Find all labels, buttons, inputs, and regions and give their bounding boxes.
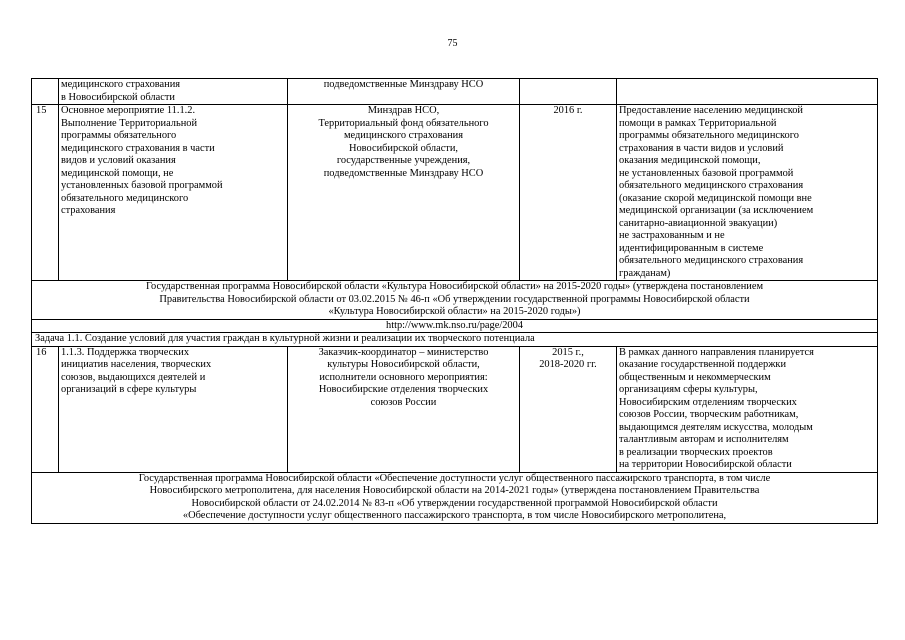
text-line: обязательного медицинского страхования bbox=[619, 180, 804, 191]
events-table bbox=[31, 78, 878, 524]
text-line: на территории Новосибирской области bbox=[619, 459, 792, 470]
text-line: санитарно-авиационной эвакуации) bbox=[619, 217, 778, 229]
text-line: медицинской помощи, не bbox=[61, 167, 174, 179]
text-line: медицинского страхования bbox=[61, 79, 181, 90]
text-line: видов и условий оказания bbox=[61, 155, 176, 166]
text-line: Выполнение Территориальной bbox=[61, 117, 198, 129]
text-line: организациям сферы культуры, bbox=[619, 384, 758, 395]
cell-term bbox=[520, 346, 617, 472]
text-line: Новосибирской области, bbox=[348, 142, 459, 154]
table-row-task bbox=[32, 333, 878, 347]
table-row-15 bbox=[32, 105, 878, 281]
program-heading bbox=[32, 281, 878, 320]
text-line: медицинской организации (за исключением bbox=[619, 205, 814, 216]
cell-executor bbox=[288, 79, 520, 105]
program-heading bbox=[32, 472, 878, 523]
text-line: медицинского страхования в части bbox=[61, 142, 215, 154]
text-line: Новосибирские отделения творческих bbox=[318, 384, 489, 395]
text-line: помощи в рамках Территориальной bbox=[619, 117, 777, 129]
text-line: государственные учреждения, bbox=[336, 155, 471, 166]
table-row-program-url bbox=[32, 319, 878, 333]
cell-term bbox=[520, 79, 617, 105]
cell-num bbox=[32, 79, 59, 105]
text-line: талантливым авторам и исполнителям bbox=[619, 434, 789, 445]
text-line: организаций в сфере культуры bbox=[61, 384, 197, 395]
text-line: установленных базовой программой bbox=[61, 180, 223, 191]
cell-executor bbox=[288, 346, 520, 472]
text-line: 1.1.3. Поддержка творческих bbox=[61, 346, 190, 358]
cell-event bbox=[59, 105, 288, 281]
text-line: страхования в части видов и условий bbox=[619, 142, 784, 154]
text-line: обязательного медицинского страхования bbox=[619, 255, 804, 266]
text-line: в реализации творческих проектов bbox=[619, 446, 773, 458]
text-line: выдающимся деятелям искусства, молодым bbox=[619, 421, 813, 433]
text-line: не застрахованным и не bbox=[619, 230, 725, 241]
text-line: Новосибирского метрополитена, для населения Новосибирской области на 2014-2021 годы» (утверждена постановлением Правительства bbox=[149, 485, 760, 496]
cell-term: 2016 г. bbox=[520, 105, 617, 281]
text-line: Территориальный фонд обязательного bbox=[318, 117, 489, 129]
text-line: (оказание скорой медицинской помощи вне bbox=[619, 192, 812, 204]
text-line: страхования bbox=[61, 205, 116, 216]
text-line: программы обязательного медицинского bbox=[619, 130, 799, 141]
text-line: союзов, выдающихся деятелей и bbox=[61, 371, 206, 383]
text-line: В рамках данного направления планируется bbox=[619, 346, 814, 358]
text-line: «Обеспечение доступности услуг общественного пассажирского транспорта, в том числе Новосибирского метрополитена, bbox=[182, 510, 727, 521]
text-line: оказание государственной поддержки bbox=[619, 359, 787, 370]
table-row-program-culture bbox=[32, 281, 878, 320]
task-heading: Задача 1.1. Создание условий для участия граждан в культурной жизни и реализации их творческого потенциала bbox=[32, 333, 878, 347]
row-number: 15 bbox=[32, 105, 59, 281]
table-row-16 bbox=[32, 346, 878, 472]
text-line: общественным и некоммерческим bbox=[619, 371, 771, 383]
text-line: Предоставление населению медицинской bbox=[619, 105, 803, 116]
text-line: Новосибирской области от 24.02.2014 № 83-п «Об утверждении государственной программой Новосибирской области bbox=[191, 497, 718, 509]
cell-event bbox=[59, 79, 288, 105]
text-line: идентифицированным в системе bbox=[619, 242, 764, 254]
text-line: союзов России bbox=[370, 396, 437, 408]
cell-event bbox=[59, 346, 288, 472]
cell-executor bbox=[288, 105, 520, 281]
text-line: не установленных базовой программой bbox=[619, 167, 794, 179]
cell-result bbox=[617, 346, 878, 472]
text-line: Правительства Новосибирской области от 03.02.2015 № 46-п «Об утверждении государственной программы Новосибирской области bbox=[159, 293, 750, 305]
text-line: в Новосибирской области bbox=[61, 91, 175, 103]
row-number: 16 bbox=[32, 346, 59, 472]
cell-result bbox=[617, 105, 878, 281]
text-line: Основное мероприятие 11.1.2. bbox=[61, 105, 196, 116]
text-line: программы обязательного bbox=[61, 130, 177, 141]
text-line: Новосибирским отделениям творческих bbox=[619, 396, 797, 408]
text-line: «Культура Новосибирской области» на 2015-2020 годы») bbox=[328, 306, 581, 317]
text-line: медицинского страхования bbox=[343, 130, 464, 141]
text-line: обязательного медицинского bbox=[61, 192, 189, 204]
text-line: союзов России, творческим работникам, bbox=[619, 409, 799, 420]
text-line: подведомственные Минздраву НСО bbox=[323, 79, 484, 90]
text-line: Государственная программа Новосибирской области «Обеспечение доступности услуг общественного пассажирского транспорта, в том числе bbox=[138, 472, 771, 484]
text-line: Минздрав НСО, bbox=[367, 105, 440, 116]
table-row-continuation bbox=[32, 79, 878, 105]
text-line: инициатив населения, творческих bbox=[61, 359, 212, 370]
text-line: 2018-2020 гг. bbox=[539, 359, 597, 370]
table-row-program-transport bbox=[32, 472, 878, 523]
text-line: культуры Новосибирской области, bbox=[327, 359, 480, 370]
text-line: оказания медицинской помощи, bbox=[619, 155, 761, 166]
page-number: 75 bbox=[447, 38, 458, 49]
program-url: http://www.mk.nso.ru/page/2004 bbox=[32, 319, 878, 333]
text-line: гражданам) bbox=[619, 267, 671, 279]
text-line: Государственная программа Новосибирской области «Культура Новосибирской области» на 2015-2020 годы» (утверждена постановлением bbox=[145, 281, 764, 292]
text-line: исполнители основного мероприятия: bbox=[319, 371, 488, 383]
text-line: Заказчик-координатор – министерство bbox=[318, 346, 489, 358]
text-line: 2015 г., bbox=[552, 346, 584, 358]
text-line: подведомственные Минздраву НСО bbox=[323, 167, 484, 179]
cell-result bbox=[617, 79, 878, 105]
